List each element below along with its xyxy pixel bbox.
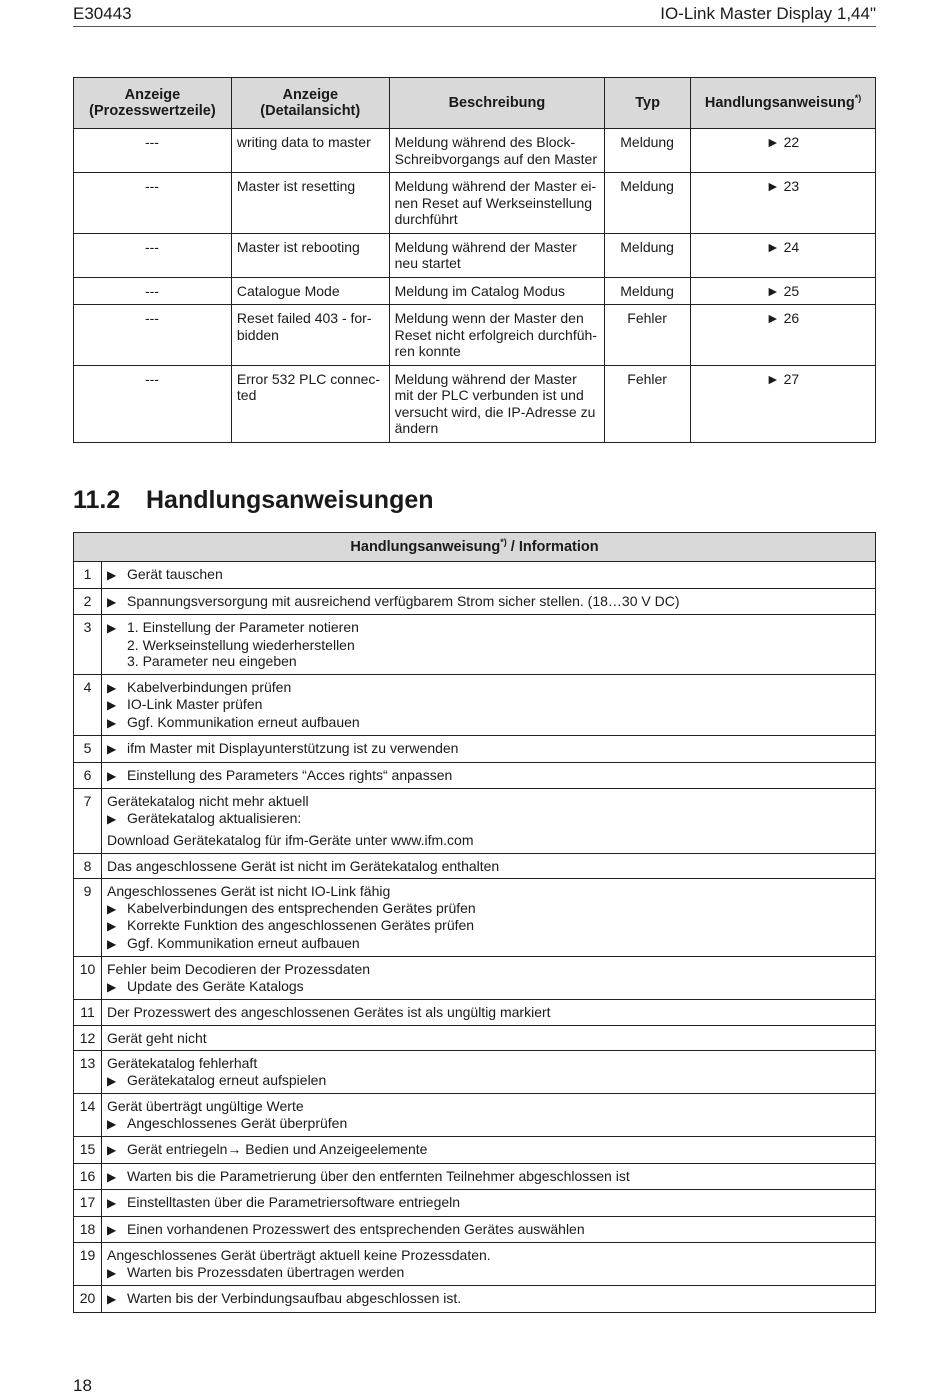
table-row [74, 173, 876, 234]
instruction-line [107, 679, 870, 697]
instruction-row [74, 1163, 876, 1190]
triangle-right-icon: ▶ [107, 1143, 117, 1157]
instruction-content [102, 1286, 876, 1313]
cell-detailansicht [231, 277, 389, 305]
triangle-right-icon: ▶ [107, 811, 117, 826]
instruction-number: 16 [74, 1163, 102, 1190]
instruction-reference-link[interactable]: ► 24 [765, 238, 800, 255]
instruction-line [107, 883, 870, 900]
cell-beschreibung [389, 233, 605, 277]
triangle-right-icon: ▶ [107, 1292, 117, 1306]
instruction-line [107, 832, 870, 849]
instruction-reference-link[interactable]: ► 23 [765, 178, 800, 194]
instruction-row [74, 1216, 876, 1243]
instruction-content [102, 1216, 876, 1243]
cell-prozesswertzeile: --- [74, 129, 232, 173]
triangle-right-icon: ▶ [107, 1116, 117, 1131]
instruction-row [74, 1137, 876, 1164]
cell-typ: Meldung [605, 173, 691, 234]
instruction-text: 1. Einstellung der Parameter notieren [127, 619, 359, 635]
instruction-text: Gerätekatalog erneut aufspielen [127, 1071, 327, 1088]
instruction-reference-link[interactable]: ► 22 [765, 134, 800, 150]
instruction-number: 7 [74, 789, 102, 854]
cell-beschreibung [389, 277, 605, 305]
instruction-text: Warten bis die Parametrierung über den entfernten Teilnehmer abgeschlossen ist [127, 1167, 630, 1184]
instruction-row [74, 1286, 876, 1313]
cell-detailansicht [231, 305, 389, 366]
col-header-handlungsanweisung: Handlungsanweisung*) [691, 78, 876, 129]
col-header-beschreibung: Beschreibung [389, 78, 605, 129]
cell-prozesswertzeile: --- [74, 173, 232, 234]
detail-line: Error 532 PLC connec- [236, 370, 381, 387]
triangle-right-icon: ▶ [107, 680, 117, 695]
instruction-content [102, 1163, 876, 1190]
description-line: Meldung während der Master [394, 370, 577, 387]
cell-reference [691, 305, 876, 366]
table-row [74, 305, 876, 366]
instruction-line [107, 961, 870, 978]
instruction-text: Der Prozesswert des angeschlossenen Gerätes ist als ungültig markiert [107, 1004, 551, 1020]
instruction-text: Einen vorhandenen Prozesswert des entsprechenden Gerätes auswählen [127, 1220, 585, 1237]
instruction-content [102, 1190, 876, 1217]
triangle-right-icon: ▶ [107, 698, 117, 712]
description-line: Meldung während des Block- [394, 134, 576, 150]
instruction-row [74, 853, 876, 879]
instruction-content [102, 1094, 876, 1137]
instruction-content [102, 1025, 876, 1051]
instruction-line [107, 810, 870, 828]
instruction-text: Einstellung des Parameters “Acces rights“ anpassen [127, 766, 453, 783]
instruction-row [74, 736, 876, 763]
triangle-right-icon: ▶ [107, 1222, 117, 1237]
instruction-number: 15 [74, 1137, 102, 1164]
triangle-right-icon: ▶ [107, 1196, 117, 1210]
instruction-content [102, 736, 876, 763]
instruction-content [102, 957, 876, 1000]
cell-typ: Fehler [605, 365, 691, 442]
description-line: Meldung wenn der Master den [394, 310, 584, 326]
instruction-row [74, 957, 876, 1000]
detail-line: bidden [236, 326, 279, 343]
section-heading: 11.2 Handlungsanweisungen [73, 486, 434, 514]
description-line: Meldung im Catalog Modus [394, 282, 566, 299]
triangle-right-icon: ▶ [107, 715, 117, 730]
instruction-line [107, 1221, 870, 1239]
description-line: Schreibvorgangs auf den Master [394, 150, 597, 167]
instruction-text: Kabelverbindungen prüfen [127, 678, 292, 695]
instruction-row [74, 879, 876, 957]
description-line: ändern [394, 420, 439, 436]
instruction-line [107, 978, 870, 996]
cell-typ: Meldung [605, 233, 691, 277]
col-header-prozesswertzeile: Anzeige (Prozesswertzeile) [74, 78, 232, 129]
instruction-text: Gerätekatalog nicht mehr aktuell [107, 793, 309, 809]
instruction-content [102, 674, 876, 736]
table-row [74, 365, 876, 442]
cell-reference [691, 233, 876, 277]
instruction-number: 3 [74, 615, 102, 675]
cell-beschreibung [389, 173, 605, 234]
col-header-detailansicht: Anzeige (Detailansicht) [231, 78, 389, 129]
cell-prozesswertzeile: --- [74, 305, 232, 366]
detail-line: writing data to master [236, 134, 371, 150]
cell-typ: Meldung [605, 129, 691, 173]
message-table [73, 77, 876, 443]
instruction-text: Angeschlossenes Gerät überträgt aktuell keine Prozessdaten. [107, 1247, 491, 1263]
detail-line: Catalogue Mode [236, 282, 340, 299]
triangle-right-icon: ▶ [107, 979, 117, 994]
instruction-row [74, 1094, 876, 1137]
page-number: 18 [73, 1376, 92, 1395]
cell-detailansicht [231, 233, 389, 277]
instruction-text: 3. Parameter neu eingeben [127, 653, 297, 669]
instruction-text: Download Gerätekatalog für ifm-Geräte unter www.ifm.com [107, 832, 474, 848]
instruction-text: Gerät tauschen [127, 566, 223, 582]
instruction-number: 12 [74, 1025, 102, 1051]
document-id: E30443 [73, 4, 132, 23]
instruction-content [102, 1000, 876, 1026]
instruction-line [107, 1264, 870, 1282]
description-line: Meldung während der Master [394, 238, 577, 255]
instruction-number: 20 [74, 1286, 102, 1313]
description-line: ren konnte [394, 343, 461, 359]
instruction-text: Ggf. Kommunikation erneut aufbauen [127, 713, 360, 730]
instruction-text: Update des Geräte Katalogs [127, 977, 304, 994]
instruction-row [74, 588, 876, 615]
instruction-number: 6 [74, 762, 102, 789]
instruction-row [74, 562, 876, 589]
instruction-content [102, 615, 876, 675]
instruction-content [102, 879, 876, 957]
triangle-right-icon: ▶ [107, 1169, 117, 1184]
cell-prozesswertzeile: --- [74, 277, 232, 305]
instruction-text: Gerät geht nicht [107, 1029, 207, 1046]
instruction-text: Einstelltasten über die Parametriersoftware entriegeln [127, 1194, 461, 1210]
instruction-content [102, 1137, 876, 1164]
instruction-text: Fehler beim Decodieren der Prozessdaten [107, 961, 371, 977]
cell-detailansicht [231, 129, 389, 173]
triangle-right-icon: ▶ [107, 621, 117, 635]
instruction-line [107, 1168, 870, 1186]
instruction-line [107, 1072, 870, 1090]
instruction-line [107, 900, 870, 918]
cell-detailansicht [231, 365, 389, 442]
description-line: versucht wird, die IP-Adresse zu [394, 403, 596, 420]
instruction-text: Ggf. Kommunikation erneut aufbauen [127, 934, 360, 951]
instruction-text: 2. Werkseinstellung wiederherstellen [127, 636, 355, 653]
instruction-table-header [74, 533, 876, 562]
instruction-line [107, 1030, 870, 1047]
instruction-line [107, 714, 870, 732]
instruction-number: 18 [74, 1216, 102, 1243]
detail-line: Master ist rebooting [236, 238, 360, 255]
instruction-line [107, 696, 870, 714]
document-title: IO-Link Master Display 1,44" [660, 4, 876, 23]
instruction-line [107, 1115, 870, 1133]
instruction-row [74, 674, 876, 736]
cell-reference [691, 277, 876, 305]
instruction-number: 5 [74, 736, 102, 763]
instruction-line [107, 1055, 870, 1072]
instruction-line [107, 740, 870, 758]
instruction-row [74, 1243, 876, 1286]
instruction-line [107, 935, 870, 953]
instruction-line [107, 1098, 870, 1115]
instruction-text: Gerätekatalog aktualisieren: [127, 809, 302, 826]
instruction-line [107, 653, 870, 670]
table-row [74, 233, 876, 277]
detail-line: ted [236, 387, 257, 403]
instruction-text: Gerätekatalog fehlerhaft [107, 1055, 258, 1071]
instruction-reference-link[interactable]: ► 27 [765, 370, 800, 387]
instruction-number: 14 [74, 1094, 102, 1137]
instruction-number: 13 [74, 1051, 102, 1094]
instruction-line [107, 858, 870, 875]
instruction-number: 1 [74, 562, 102, 589]
instruction-text: Angeschlossenes Gerät ist nicht IO-Link fähig [107, 883, 391, 899]
instruction-number: 2 [74, 588, 102, 615]
description-line: durchführt [394, 211, 458, 227]
instruction-text: Warten bis der Verbindungsaufbau abgeschlossen ist. [127, 1290, 462, 1306]
instruction-text: ifm Master mit Displayunterstützung ist zu verwenden [127, 740, 459, 756]
instruction-content [102, 588, 876, 615]
table-row [74, 277, 876, 305]
triangle-right-icon: ▶ [107, 919, 117, 933]
instruction-line [107, 566, 870, 584]
header-rule [73, 26, 876, 27]
instruction-content [102, 562, 876, 589]
instruction-content [102, 1051, 876, 1094]
instruction-table [73, 532, 876, 1313]
instruction-text: Angeschlossenes Gerät überprüfen [127, 1114, 348, 1131]
instruction-line [107, 1247, 870, 1264]
description-line: neu startet [394, 255, 461, 271]
triangle-right-icon: ▶ [107, 594, 117, 609]
instruction-text: Spannungsversorgung mit ausreichend verfügbarem Strom sicher stellen. (18…30 V DC) [127, 592, 680, 609]
triangle-right-icon: ▶ [107, 768, 117, 783]
instruction-row [74, 1025, 876, 1051]
instruction-text: IO-Link Master prüfen [127, 696, 263, 712]
cell-detailansicht [231, 173, 389, 234]
instruction-text: Gerät überträgt ungültige Werte [107, 1098, 304, 1114]
cell-typ: Fehler [605, 305, 691, 366]
description-line: Reset nicht erfolgreich durchfüh- [394, 326, 597, 343]
triangle-right-icon: ▶ [107, 901, 117, 916]
message-table-header [74, 78, 876, 129]
instruction-reference-link[interactable]: ► 26 [765, 310, 800, 326]
instruction-number: 4 [74, 674, 102, 736]
instruction-line [107, 917, 870, 935]
instruction-text: Das angeschlossene Gerät ist nicht im Gerätekatalog enthalten [107, 857, 500, 874]
cell-reference [691, 365, 876, 442]
instruction-line [107, 1004, 870, 1021]
instruction-line [107, 619, 870, 637]
instruction-line [107, 593, 870, 611]
instruction-line [107, 1290, 870, 1308]
instruction-row [74, 789, 876, 854]
instruction-text: Kabelverbindungen des entsprechenden Gerätes prüfen [127, 899, 476, 916]
instruction-line [107, 767, 870, 785]
triangle-right-icon: ▶ [107, 742, 117, 756]
instruction-reference-link[interactable]: ► 25 [765, 282, 800, 299]
cell-beschreibung [389, 129, 605, 173]
cell-reference [691, 129, 876, 173]
instruction-line [107, 1194, 870, 1212]
instruction-number: 17 [74, 1190, 102, 1217]
triangle-right-icon: ▶ [107, 568, 117, 582]
description-line: mit der PLC verbunden ist und [394, 387, 584, 403]
detail-line: Master ist resetting [236, 178, 356, 194]
triangle-right-icon: ▶ [107, 1265, 117, 1280]
cell-prozesswertzeile: --- [74, 365, 232, 442]
instruction-content [102, 853, 876, 879]
instruction-row [74, 615, 876, 675]
instruction-number: 19 [74, 1243, 102, 1286]
instruction-header: Handlungsanweisung*) / Information [74, 533, 876, 562]
instruction-line [107, 637, 870, 654]
instruction-row [74, 762, 876, 789]
description-line: nen Reset auf Werkseinstellung [394, 194, 593, 211]
triangle-right-icon: ▶ [107, 936, 117, 951]
cell-beschreibung [389, 305, 605, 366]
table-row [74, 129, 876, 173]
instruction-text: Warten bis Prozessdaten übertragen werden [127, 1263, 405, 1280]
instruction-text: Gerät entriegeln→ Bedien und Anzeigeelemente [127, 1141, 428, 1157]
instruction-content [102, 1243, 876, 1286]
detail-line: Reset failed 403 - for- [236, 310, 372, 326]
instruction-row [74, 1000, 876, 1026]
instruction-number: 9 [74, 879, 102, 957]
instruction-row [74, 1051, 876, 1094]
col-header-typ: Typ [605, 78, 691, 129]
cell-reference [691, 173, 876, 234]
cell-prozesswertzeile: --- [74, 233, 232, 277]
cell-typ: Meldung [605, 277, 691, 305]
instruction-content [102, 789, 876, 854]
instruction-line [107, 793, 870, 810]
instruction-content [102, 762, 876, 789]
instruction-text: Korrekte Funktion des angeschlossenen Gerätes prüfen [127, 917, 475, 933]
instruction-row [74, 1190, 876, 1217]
instruction-number: 10 [74, 957, 102, 1000]
cell-beschreibung [389, 365, 605, 442]
instruction-number: 11 [74, 1000, 102, 1026]
triangle-right-icon: ▶ [107, 1073, 117, 1088]
instruction-line [107, 1141, 870, 1159]
instruction-number: 8 [74, 853, 102, 879]
description-line: Meldung während der Master ei- [394, 178, 597, 194]
